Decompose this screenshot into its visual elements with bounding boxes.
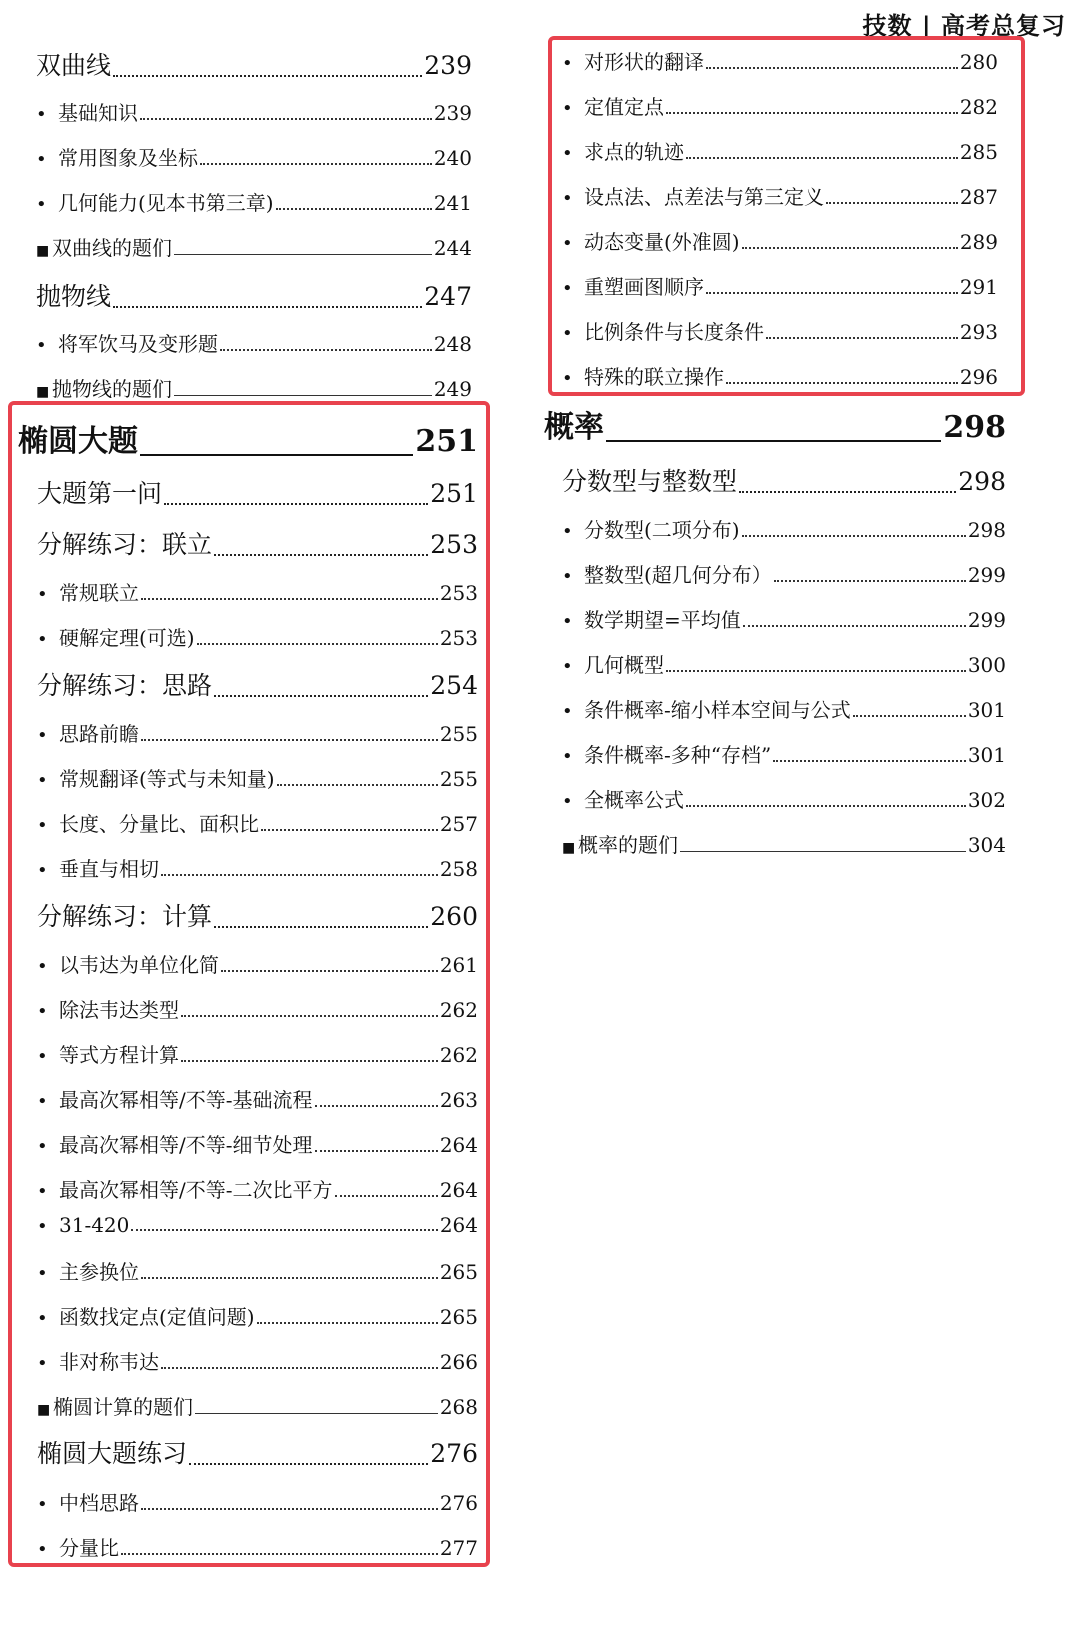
toc-entry[interactable] xyxy=(562,559,1006,588)
bullet-icon: • xyxy=(562,566,573,587)
toc-entry-page: 298 xyxy=(967,518,1006,542)
toc-entry[interactable] xyxy=(37,474,478,510)
toc-entry[interactable] xyxy=(37,1391,478,1420)
bullet-icon: • xyxy=(37,1539,48,1560)
toc-entry[interactable] xyxy=(37,949,478,978)
toc-entry-label: 定值定点 xyxy=(584,95,664,119)
toc-entry[interactable] xyxy=(37,1346,478,1375)
toc-entry-page: 264 xyxy=(439,1178,478,1202)
bullet-icon: • xyxy=(562,701,573,722)
toc-entry-label: 几何概型 xyxy=(584,653,664,677)
toc-entry-title xyxy=(562,739,771,768)
toc-entry-page: 289 xyxy=(959,230,998,254)
dot-leader xyxy=(181,1060,438,1062)
toc-entry-page: 262 xyxy=(439,1043,478,1067)
toc-entry[interactable] xyxy=(37,718,478,747)
dot-leader xyxy=(214,554,428,556)
toc-entry[interactable] xyxy=(562,829,1006,858)
toc-entry-title xyxy=(37,525,212,561)
toc-entry-title xyxy=(37,1487,139,1516)
dot-leader xyxy=(743,625,966,627)
toc-entry[interactable] xyxy=(37,1129,478,1158)
toc-entry[interactable] xyxy=(562,604,1006,633)
toc-entry-page: 293 xyxy=(959,320,998,344)
toc-entry[interactable] xyxy=(37,994,478,1023)
toc-entry-title xyxy=(37,808,259,837)
toc-entry[interactable] xyxy=(562,739,1006,768)
square-bullet-icon: ■ xyxy=(36,243,50,259)
bullet-icon: • xyxy=(36,149,47,170)
toc-entry[interactable] xyxy=(562,784,1006,813)
toc-entry[interactable] xyxy=(37,525,478,561)
toc-entry-title xyxy=(37,1039,179,1068)
toc-entry-label: 长度、分量比、面积比 xyxy=(59,812,259,836)
toc-entry-title xyxy=(37,763,275,792)
toc-entry[interactable] xyxy=(37,1434,478,1470)
dot-leader xyxy=(742,535,966,537)
toc-entry-label: 最高次幂相等/不等-二次比平方 xyxy=(59,1178,333,1202)
toc-entry-page: 296 xyxy=(959,365,998,389)
toc-entry-label: 抛物线 xyxy=(36,282,112,311)
toc-entry[interactable] xyxy=(37,622,478,651)
toc-entry-title xyxy=(37,1129,313,1158)
toc-entry-label: 椭圆大题练习 xyxy=(37,1439,188,1468)
toc-entry-label: 条件概率-多种“存档” xyxy=(584,743,772,767)
toc-entry-page: 304 xyxy=(967,833,1006,857)
dot-leader xyxy=(214,926,428,928)
toc-entry-label: 常用图象及坐标 xyxy=(58,146,198,170)
toc-entry-title xyxy=(37,1213,129,1237)
toc-entry-title xyxy=(562,784,684,813)
dot-leader xyxy=(257,1322,438,1324)
toc-entry[interactable] xyxy=(544,402,1006,446)
toc-entry-page: 285 xyxy=(959,140,998,164)
toc-entry-title xyxy=(37,666,212,702)
dot-leader xyxy=(335,1195,438,1197)
line-leader xyxy=(680,851,966,852)
toc-entry[interactable] xyxy=(37,577,478,606)
toc-entry-page: 298 xyxy=(958,467,1006,496)
bullet-icon: • xyxy=(562,746,573,767)
toc-entry-title xyxy=(562,514,740,543)
bullet-icon: • xyxy=(37,1308,48,1329)
toc-entry-label: 基础知识 xyxy=(58,101,138,125)
toc-entry-page: 241 xyxy=(433,191,472,215)
toc-entry-page: 249 xyxy=(433,377,472,401)
toc-entry-label: 椭圆计算的题们 xyxy=(53,1395,193,1419)
square-bullet-icon: ■ xyxy=(36,384,50,400)
bullet-icon: • xyxy=(37,770,48,791)
toc-entry[interactable] xyxy=(18,416,478,460)
toc-entry[interactable] xyxy=(37,1532,478,1561)
toc-entry[interactable] xyxy=(37,1487,478,1516)
dot-leader xyxy=(164,503,428,505)
toc-entry-label: 最高次幂相等/不等-细节处理 xyxy=(59,1133,313,1157)
toc-entry[interactable] xyxy=(37,1084,478,1113)
toc-entry-title xyxy=(37,994,179,1023)
toc-entry-page: 299 xyxy=(967,608,1006,632)
bullet-icon: • xyxy=(37,1136,48,1157)
toc-entry-label: 分量比 xyxy=(59,1536,119,1560)
dot-leader xyxy=(315,1105,438,1107)
toc-entry-title xyxy=(37,897,212,933)
toc-entry-label: 将军饮马及变形题 xyxy=(58,332,218,356)
dot-leader xyxy=(774,580,966,582)
toc-entry-title xyxy=(562,829,678,858)
square-bullet-icon: ■ xyxy=(562,840,576,856)
toc-entry-label: 抛物线的题们 xyxy=(52,377,172,401)
toc-entry-title xyxy=(37,474,162,510)
bullet-icon: • xyxy=(562,656,573,677)
toc-entry-page: 240 xyxy=(433,146,472,170)
bullet-icon: • xyxy=(37,584,48,605)
toc-entry-page: 280 xyxy=(959,50,998,74)
toc-entry-page: 263 xyxy=(439,1088,478,1112)
toc-entry-title xyxy=(37,577,139,606)
bullet-icon: • xyxy=(37,1494,48,1515)
bullet-icon: • xyxy=(562,53,573,74)
bullet-icon: • xyxy=(37,1263,48,1284)
toc-entry[interactable] xyxy=(37,1301,478,1330)
bullet-icon: • xyxy=(37,815,48,836)
toc-entry-page: 255 xyxy=(439,767,478,791)
toc-entry-label: 整数型(超几何分布） xyxy=(584,563,772,587)
bullet-icon: • xyxy=(562,188,573,209)
bullet-icon: • xyxy=(37,629,48,650)
toc-entry-title xyxy=(562,462,737,498)
dot-leader xyxy=(189,1463,428,1465)
toc-entry[interactable] xyxy=(562,649,1006,678)
toc-entry-title xyxy=(37,1391,193,1420)
header-title: 技数 | 高考总复习 xyxy=(862,11,1066,40)
bullet-icon: • xyxy=(562,278,573,299)
toc-entry-page: 302 xyxy=(967,788,1006,812)
bullet-icon: • xyxy=(37,956,48,977)
toc-entry-page: 253 xyxy=(439,626,478,650)
toc-entry-title xyxy=(37,1434,187,1470)
dot-leader xyxy=(666,670,966,672)
toc-entry[interactable] xyxy=(37,1256,478,1285)
toc-entry-title xyxy=(562,694,851,723)
toc-entry-label: 几何能力(见本书第三章) xyxy=(58,191,274,215)
dot-leader xyxy=(277,784,438,786)
line-leader xyxy=(140,454,413,456)
toc-entry-label: 椭圆大题 xyxy=(18,424,138,459)
toc-entry-title xyxy=(37,949,219,978)
toc-entry-label: 条件概率-缩小样本空间与公式 xyxy=(584,698,851,722)
toc-entry-label: 数学期望=平均值 xyxy=(584,608,741,632)
dot-leader xyxy=(315,1150,438,1152)
toc-entry-label: 比例条件与长度条件 xyxy=(584,320,764,344)
dot-leader xyxy=(739,491,956,493)
toc-entry-label: 分解练习：计算 xyxy=(37,902,213,931)
dot-leader xyxy=(141,1277,438,1279)
toc-entry-title xyxy=(37,1532,119,1561)
toc-entry-label: 对形状的翻译 xyxy=(584,50,704,74)
toc-left-ellipse xyxy=(18,0,478,1646)
toc-entry-title xyxy=(37,1174,333,1203)
toc-entry-page: 264 xyxy=(439,1213,478,1237)
toc-entry-page: 261 xyxy=(439,953,478,977)
toc-entry-title xyxy=(37,622,195,651)
toc-entry[interactable] xyxy=(37,1213,478,1237)
toc-entry-label: 31-420 xyxy=(59,1213,130,1237)
bullet-icon: • xyxy=(36,194,47,215)
toc-entry-page: 248 xyxy=(433,332,472,356)
toc-entry[interactable] xyxy=(37,763,478,792)
toc-entry[interactable] xyxy=(562,462,1006,498)
toc-entry-page: 244 xyxy=(433,236,472,260)
toc-entry-page: 251 xyxy=(430,479,478,508)
toc-entry[interactable] xyxy=(37,666,478,702)
toc-entry[interactable] xyxy=(562,514,1006,543)
toc-entry-page: 253 xyxy=(439,581,478,605)
toc-entry[interactable] xyxy=(37,853,478,882)
toc-entry-label: 硬解定理(可选) xyxy=(59,626,195,650)
toc-entry-title xyxy=(562,559,772,588)
toc-right-probability xyxy=(544,0,1006,900)
bullet-icon: • xyxy=(37,1046,48,1067)
toc-entry-label: 垂直与相切 xyxy=(59,857,159,881)
toc-entry-label: 分解练习：联立 xyxy=(37,530,213,559)
toc-entry[interactable] xyxy=(37,1039,478,1068)
toc-entry-title xyxy=(37,1346,159,1375)
toc-entry-page: 276 xyxy=(439,1491,478,1515)
toc-entry-label: 主参换位 xyxy=(59,1260,139,1284)
dot-leader xyxy=(141,598,438,600)
toc-entry-label: 重塑画图顺序 xyxy=(584,275,704,299)
toc-entry-label: 常规翻译(等式与未知量) xyxy=(59,767,275,791)
bullet-icon: • xyxy=(36,104,47,125)
toc-entry[interactable] xyxy=(562,694,1006,723)
dot-leader xyxy=(197,643,438,645)
toc-entry-page: 291 xyxy=(959,275,998,299)
toc-entry-title xyxy=(544,402,604,446)
line-leader xyxy=(195,1413,438,1414)
toc-entry-label: 中档思路 xyxy=(59,1491,139,1515)
toc-entry-page: 251 xyxy=(415,424,478,459)
bullet-icon: • xyxy=(37,725,48,746)
dot-leader xyxy=(121,1553,438,1555)
toc-entry-page: 262 xyxy=(439,998,478,1022)
dot-leader xyxy=(261,829,438,831)
toc-entry-label: 动态变量(外准圆) xyxy=(584,230,740,254)
toc-entry-page: 301 xyxy=(967,698,1006,722)
dot-leader xyxy=(141,1508,438,1510)
toc-entry-label: 分解练习：思路 xyxy=(37,671,213,700)
bullet-icon: • xyxy=(37,1091,48,1112)
toc-entry-page: 277 xyxy=(439,1536,478,1560)
dot-leader xyxy=(161,874,438,876)
dot-leader xyxy=(773,760,966,762)
toc-entry-label: 常规联立 xyxy=(59,581,139,605)
toc-entry-label: 大题第一问 xyxy=(37,479,163,508)
dot-leader xyxy=(131,1229,437,1231)
toc-entry-label: 函数找定点(定值问题) xyxy=(59,1305,255,1329)
toc-entry-label: 思路前瞻 xyxy=(59,722,139,746)
bullet-icon: • xyxy=(562,233,573,254)
bullet-icon: • xyxy=(562,521,573,542)
toc-entry-page: 254 xyxy=(430,671,478,700)
bullet-icon: • xyxy=(37,1216,48,1237)
toc-entry-label: 求点的轨迹 xyxy=(584,140,684,164)
toc-entry-label: 全概率公式 xyxy=(584,788,684,812)
line-leader xyxy=(606,440,941,442)
toc-entry-page: 264 xyxy=(439,1133,478,1157)
toc-entry-label: 等式方程计算 xyxy=(59,1043,179,1067)
bullet-icon: • xyxy=(562,368,573,389)
toc-entry-page: 299 xyxy=(967,563,1006,587)
toc-entry-page: 300 xyxy=(967,653,1006,677)
toc-entry[interactable] xyxy=(37,897,478,933)
toc-entry-page: 239 xyxy=(433,101,472,125)
toc-entry-title xyxy=(37,1256,139,1285)
toc-entry-label: 以韦达为单位化简 xyxy=(59,953,219,977)
bullet-icon: • xyxy=(562,611,573,632)
toc-entry-page: 266 xyxy=(439,1350,478,1374)
toc-entry-page: 301 xyxy=(967,743,1006,767)
toc-entry-label: 双曲线的题们 xyxy=(52,236,172,260)
bullet-icon: • xyxy=(37,860,48,881)
toc-entry-title xyxy=(37,1084,313,1113)
bullet-icon: • xyxy=(37,1181,48,1202)
toc-entry-page: 287 xyxy=(959,185,998,209)
toc-entry-label: 分数型(二项分布) xyxy=(584,518,740,542)
toc-entry-page: 253 xyxy=(430,530,478,559)
toc-entry-page: 282 xyxy=(959,95,998,119)
toc-entry-page: 268 xyxy=(439,1395,478,1419)
toc-entry[interactable] xyxy=(37,1174,478,1203)
toc-entry-title xyxy=(18,416,138,460)
bullet-icon: • xyxy=(37,1353,48,1374)
dot-leader xyxy=(141,739,438,741)
toc-entry-page: 257 xyxy=(439,812,478,836)
toc-entry-page: 247 xyxy=(424,282,472,311)
toc-entry-title xyxy=(37,853,159,882)
toc-entry-page: 276 xyxy=(430,1439,478,1468)
toc-entry-title xyxy=(37,718,139,747)
toc-entry-title xyxy=(37,1301,255,1330)
toc-entry-label: 概率 xyxy=(544,410,604,445)
toc-entry-page: 255 xyxy=(439,722,478,746)
toc-entry-label: 分数型与整数型 xyxy=(562,467,738,496)
toc-entry[interactable] xyxy=(37,808,478,837)
bullet-icon: • xyxy=(562,791,573,812)
toc-entry-page: 260 xyxy=(430,902,478,931)
toc-entry-page: 258 xyxy=(439,857,478,881)
dot-leader xyxy=(853,715,966,717)
toc-entry-label: 设点法、点差法与第三定义 xyxy=(584,185,824,209)
toc-entry-page: 265 xyxy=(439,1260,478,1284)
bullet-icon: • xyxy=(37,1001,48,1022)
dot-leader xyxy=(686,805,966,807)
toc-entry-label: 双曲线 xyxy=(36,51,112,80)
toc-entry-label: 最高次幂相等/不等-基础流程 xyxy=(59,1088,313,1112)
bullet-icon: • xyxy=(562,98,573,119)
dot-leader xyxy=(181,1015,438,1017)
bullet-icon: • xyxy=(562,143,573,164)
toc-entry-page: 298 xyxy=(943,410,1006,445)
toc-entry-page: 239 xyxy=(424,51,472,80)
toc-entry-label: 概率的题们 xyxy=(578,833,678,857)
dot-leader xyxy=(161,1367,438,1369)
toc-entry-label: 特殊的联立操作 xyxy=(584,365,724,389)
dot-leader xyxy=(221,970,438,972)
toc-entry-page: 265 xyxy=(439,1305,478,1329)
toc-entry-label: 除法韦达类型 xyxy=(59,998,179,1022)
bullet-icon: • xyxy=(562,323,573,344)
dot-leader xyxy=(214,695,428,697)
square-bullet-icon: ■ xyxy=(37,1402,51,1418)
toc-entry-label: 非对称韦达 xyxy=(59,1350,159,1374)
bullet-icon: • xyxy=(36,335,47,356)
toc-entry-title xyxy=(562,604,741,633)
toc-entry-title xyxy=(562,649,664,678)
